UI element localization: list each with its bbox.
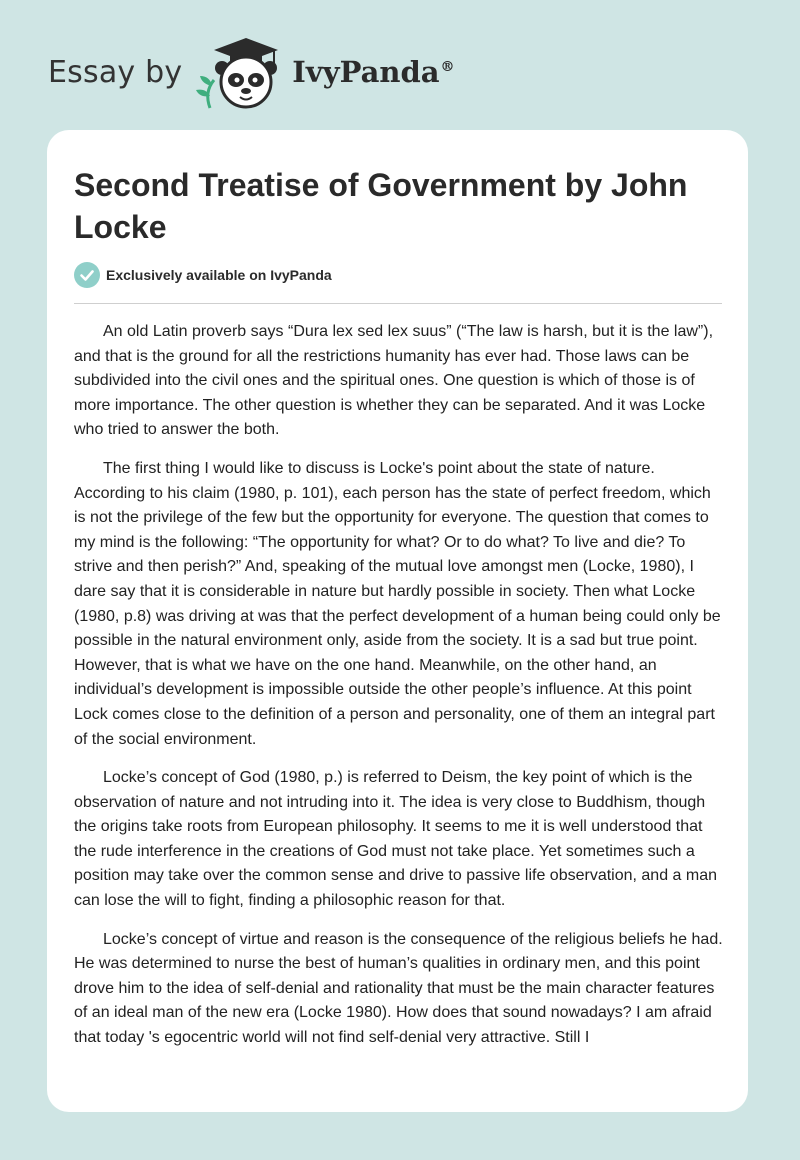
title-divider: [74, 303, 722, 304]
essay-paragraph: Locke’s concept of virtue and reason is the consequence of the religious beliefs he had. He was determined to nurse the best of human’s qualities in ordinary men, and this point drove him to the idea of self-denial and rationality that must be the main character features of an ideal man of the new era (Locke 1980). How does that sound nowadays? I am afraid that today 's egocentric world will not find self-denial very attractive. Still I: [74, 930, 723, 1047]
essay-title: Second Treatise of Government by John Locke: [74, 167, 688, 245]
exclusive-badge: [74, 262, 332, 288]
essay-paragraph: An old Latin proverb says “Dura lex sed lex suus” (“The law is harsh, but it is the law”), and that is the ground for all the restrictions humanity has ever had. Those laws can be subdivided into the civil ones and the spiritual ones. One question is which of those is of more importance. The other question is whether they can be separated. And it was Locke who tried to answer the both.: [74, 323, 714, 439]
brand-prefix: Essay by: [48, 54, 183, 90]
check-circle-icon: [74, 262, 100, 288]
panda-logo-icon[interactable]: [194, 34, 286, 110]
essay-card: [47, 130, 748, 1112]
exclusive-badge-label: Exclusively available on IvyPanda: [106, 267, 332, 283]
brand-header: [48, 34, 455, 110]
essay-paragraph: The first thing I would like to discuss is Locke's point about the state of nature. According to his claim (1980, p. 101), each person has the state of perfect freedom, which is not the privilege of the few but the opportunity for everyone. The question that comes to my mind is the following: “The opportunity for what? Or to do what? To live and die? To strive and then perish?” And, speaking of the mutual love amongst men (Locke, 1980), I dare say that it is considerable in nature but hardly possible in society. Then what Locke (1980, p.8) was driving at was that the perfect development of a human being could only be possible in the natural environment only, aside from the society. It is a sad but true point. However, that is what we have on the one hand. Meanwhile, on the other hand, an individual’s development is impossible outside the other people’s influence. At this point Lock comes close to the definition of a person and personality, one of them an integral part of the social environment.: [74, 459, 721, 748]
brand-name: IvyPanda®: [292, 55, 455, 89]
essay-body: [74, 320, 725, 1065]
essay-paragraph: Locke’s concept of God (1980, p.) is referred to Deism, the key point of which is the observation of nature and not intruding into it. The idea is very close to Buddhism, though the origins take roots from European philosophy. It seems to me it is well understood that the rude interference in the creations of God must not take place. Yet sometimes such a position may take over the common sense and drive to passive life observation, and a man can lose the will to fight, finding a philosophic reason for that.: [74, 769, 718, 910]
